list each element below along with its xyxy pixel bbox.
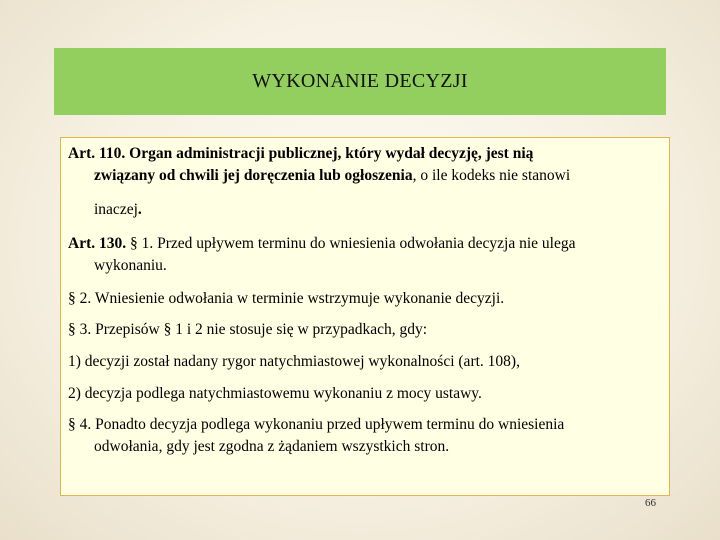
art-130-paragraph-1 xyxy=(68,233,668,277)
art-130-paragraph-4 xyxy=(68,414,668,458)
art-130-paragraph-2: § 2. Wniesienie odwołania w terminie wstrzymuje wykonanie decyzji. xyxy=(68,290,505,307)
slide-number: 66 xyxy=(645,497,656,509)
art-130-p4-line-1: § 4. Ponadto decyzja podlega wykonaniu przed upływem terminu do wniesienia xyxy=(68,416,565,433)
art-110-line-3 xyxy=(68,199,668,221)
art-110-bold-line-1: Organ administracji publicznej, który wydał decyzję, jest nią xyxy=(125,145,534,162)
art-110-bold-line-2: związany od chwili jej doręczenia lub ogłoszenia xyxy=(94,167,413,184)
art-130-paragraph-3: § 3. Przepisów § 1 i 2 nie stosuje się w przypadkach, gdy: xyxy=(68,321,428,338)
art-130-label: Art. 130. xyxy=(68,235,127,252)
art-110-line-1 xyxy=(68,143,668,165)
slide-title: WYKONANIE DECYZJI xyxy=(252,70,468,92)
art-110-label: Art. 110. xyxy=(68,145,126,162)
art-130-p1-line-1 xyxy=(68,233,668,255)
content-box xyxy=(60,137,670,496)
title-bar xyxy=(54,48,666,115)
art-110-line-2 xyxy=(68,165,668,187)
art-110-line-3-text: inaczej xyxy=(94,201,138,218)
art-110-paragraph xyxy=(68,143,668,221)
list-item-2: 2) decyzja podlega natychmiastowemu wykonaniu z mocy ustawy. xyxy=(68,385,482,402)
art-110-line-3-end: . xyxy=(137,201,142,218)
art-110-normal-line-2: , o ile kodeks nie stanowi xyxy=(412,167,571,184)
art-130-p1-text: § 1. Przed upływem terminu do wniesienia odwołania decyzja nie ulega xyxy=(126,235,576,252)
art-130-p1-line-2: wykonaniu. xyxy=(94,257,167,274)
art-130-p4-line-2: odwołania, gdy jest zgodna z żądaniem wszystkich stron. xyxy=(94,438,450,455)
list-item-1: 1) decyzji został nadany rygor natychmiastowej wykonalności (art. 108), xyxy=(68,353,520,370)
